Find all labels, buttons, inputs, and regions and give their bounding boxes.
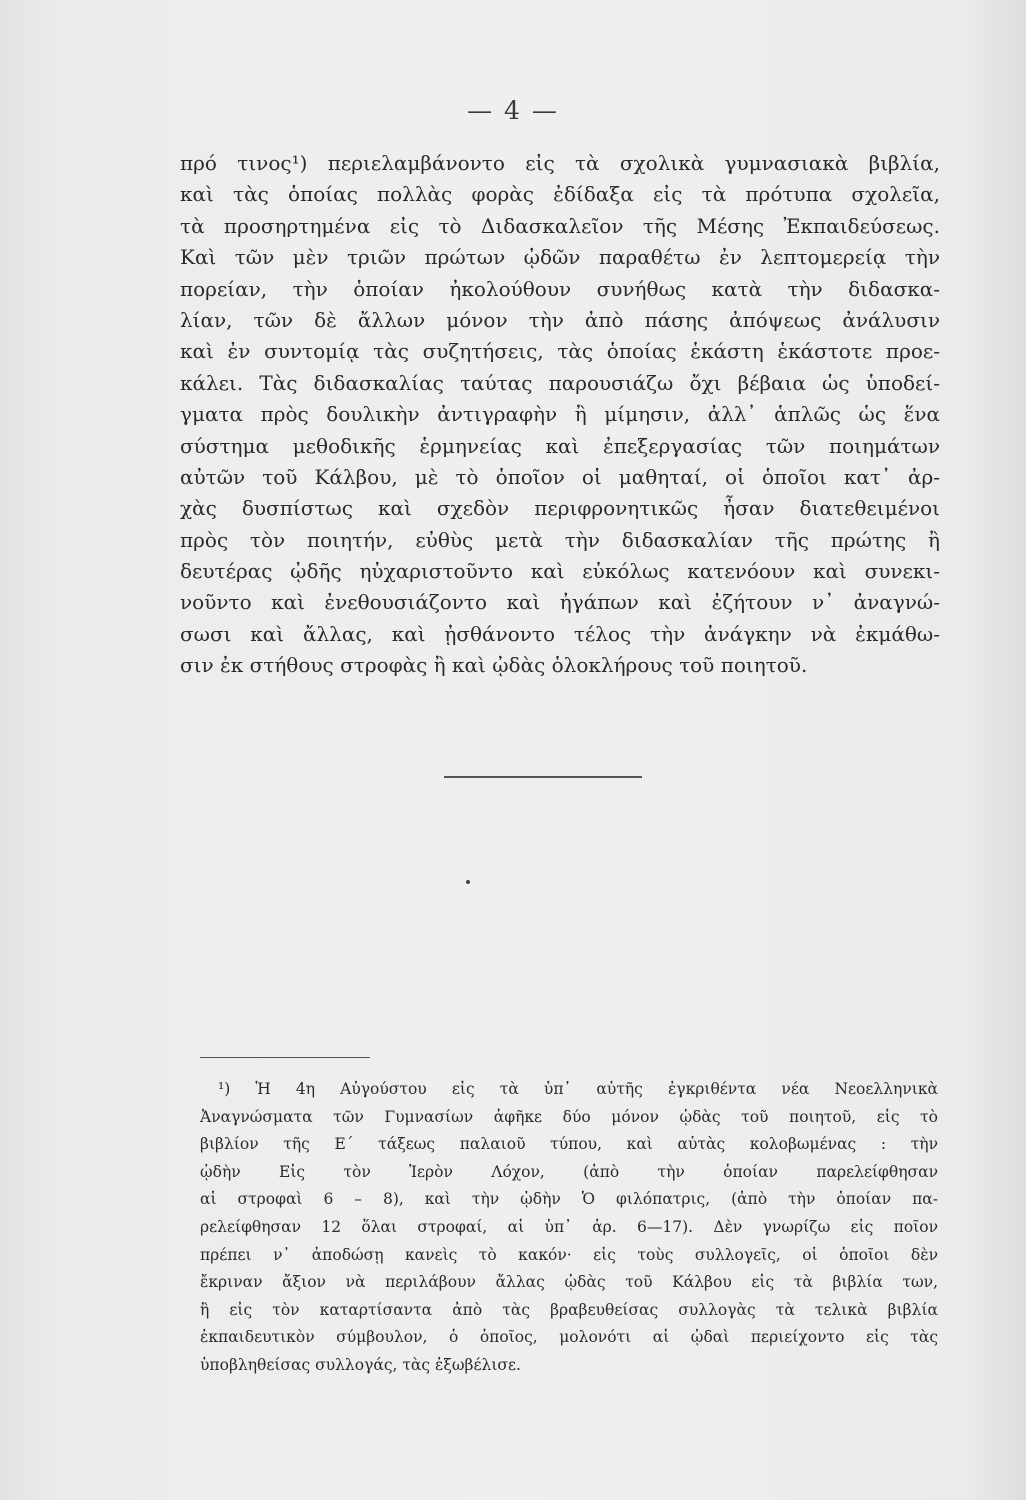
footnote-line: ἔκριναν ἄξιον νὰ περιλάβουν ἄλλας ᾠδὰς τοῦ Κάλβου εἰς τὰ βιβλία των, xyxy=(200,1273,938,1292)
footnote-line: αἱ στροφαὶ 6 – 8), καὶ τὴν ᾠδὴν Ὁ φιλόπατρις, (ἀπὸ τὴν ὁποίαν πα- xyxy=(200,1190,938,1209)
text-line: γματα πρὸς δουλικὴν ἀντιγραφὴν ἢ μίμησιν, ἀλλ᾽ ἁπλῶς ὡς ἕνα xyxy=(180,402,940,427)
text-line: λίαν, τῶν δὲ ἄλλων μόνον τὴν ἀπὸ πάσης ἀπόψεως ἀνάλυσιν xyxy=(180,307,940,332)
text-line: σιν ἐκ στήθους στροφὰς ἢ καὶ ᾠδὰς ὁλοκλήρους τοῦ ποιητοῦ. xyxy=(180,653,808,678)
text-line: δευτέρας ᾠδῆς ηὐχαριστοῦντο καὶ εὐκόλως κατενόουν καὶ συνεκι- xyxy=(180,559,940,584)
text-line: σύστημα μεθοδικῆς ἑρμηνείας καὶ ἐπεξεργασίας τῶν ποιημάτων xyxy=(180,433,940,458)
footnote-line: πρέπει ν᾽ ἀποδώσῃ κανεὶς τὸ κακόν· εἰς τοὺς συλλογεῖς, οἱ ὁποῖοι δὲν xyxy=(200,1245,938,1264)
page-number: — 4 — xyxy=(467,96,559,125)
text-line: Καὶ τῶν μὲν τριῶν πρώτων ᾠδῶν παραθέτω ἐν λεπτομερείᾳ τὴν xyxy=(180,245,940,270)
footnote-line: Ἀναγνώσματα τῶν Γυμνασίων ἀφῆκε δύο μόνον ᾠδὰς τοῦ ποιητοῦ, εἰς τὸ xyxy=(200,1107,938,1126)
footnote-line: ὑποβληθείσας συλλογάς, τὰς ἐξωβέλισε. xyxy=(200,1355,521,1374)
ink-speck xyxy=(466,880,470,884)
main-text xyxy=(180,148,940,682)
footnote-line: βιβλίον τῆς Ε΄ τάξεως παλαιοῦ τύπου, καὶ αὐτὰς κολοβωμένας : τὴν xyxy=(200,1135,938,1154)
footnote-line: ¹) Ἡ 4η Αὐγούστου εἰς τὰ ὑπ᾽ αὐτῆς ἐγκριθέντα νέα Νεοελληνικὰ xyxy=(218,1080,938,1098)
text-line: χὰς δυσπίστως καὶ σχεδὸν περιφρονητικῶς ἦσαν διατεθειμένοι xyxy=(180,496,940,521)
footnote-divider xyxy=(200,1057,370,1058)
footnote-line: ἐκπαιδευτικὸν σύμβουλον, ὁ ὁποῖος, μολονότι αἱ ᾠδαὶ περιείχοντο εἰς τὰς xyxy=(200,1328,938,1347)
text-line: πρό τινος¹) περιελαμβάνοντο εἰς τὰ σχολικὰ γυμνασιακὰ βιβλία, xyxy=(180,151,940,175)
text-line: καὶ ἐν συντομίᾳ τὰς συζητήσεις, τὰς ὁποίας ἑκάστη ἑκάστοτε προε- xyxy=(180,339,940,364)
section-divider xyxy=(444,776,642,778)
text-line: καὶ τὰς ὁποίας πολλὰς φορὰς ἐδίδαξα εἰς τὰ πρότυπα σχολεῖα, xyxy=(180,182,940,207)
text-line: τὰ προσηρτημένα εἰς τὸ Διδασκαλεῖον τῆς Μέσης Ἐκπαιδεύσεως. xyxy=(180,213,940,238)
text-line: σωσι καὶ ἄλλας, καὶ ᾐσθάνοντο τέλος τὴν ἀνάγκην νὰ ἐκμάθω- xyxy=(180,621,940,646)
text-line: αὐτῶν τοῦ Κάλβου, μὲ τὸ ὁποῖον οἱ μαθηταί, οἱ ὁποῖοι κατ᾽ ἀρ- xyxy=(180,464,940,489)
text-line: πρὸς τὸν ποιητήν, εὐθὺς μετὰ τὴν διδασκαλίαν τῆς πρώτης ἢ xyxy=(180,527,940,552)
footnote-line: ρελείφθησαν 12 ὅλαι στροφαί, αἱ ὑπ᾽ ἀρ. 6—17). Δὲν γνωρίζω εἰς ποῖον xyxy=(200,1217,938,1236)
footnote-block xyxy=(200,1076,938,1380)
text-line: νοῦντο καὶ ἐνεθουσιάζοντο καὶ ἠγάπων καὶ ἐζήτουν ν᾽ ἀναγνώ- xyxy=(180,590,940,615)
text-line: κάλει. Τὰς διδασκαλίας ταύτας παρουσιάζω ὄχι βέβαια ὡς ὑποδεί- xyxy=(180,370,940,395)
footnote-line: ἢ εἰς τὸν καταρτίσαντα ἀπὸ τὰς βραβευθείσας συλλογὰς τὰ τελικὰ βιβλία xyxy=(200,1300,938,1319)
footnote-line: ᾠδὴν Εἰς τὸν Ἱερὸν Λόχον, (ἀπὸ τὴν ὁποίαν παρελείφθησαν xyxy=(200,1162,938,1181)
text-line: πορείαν, τὴν ὁποίαν ἠκολούθουν συνήθως κατὰ τὴν διδασκα- xyxy=(180,276,940,301)
